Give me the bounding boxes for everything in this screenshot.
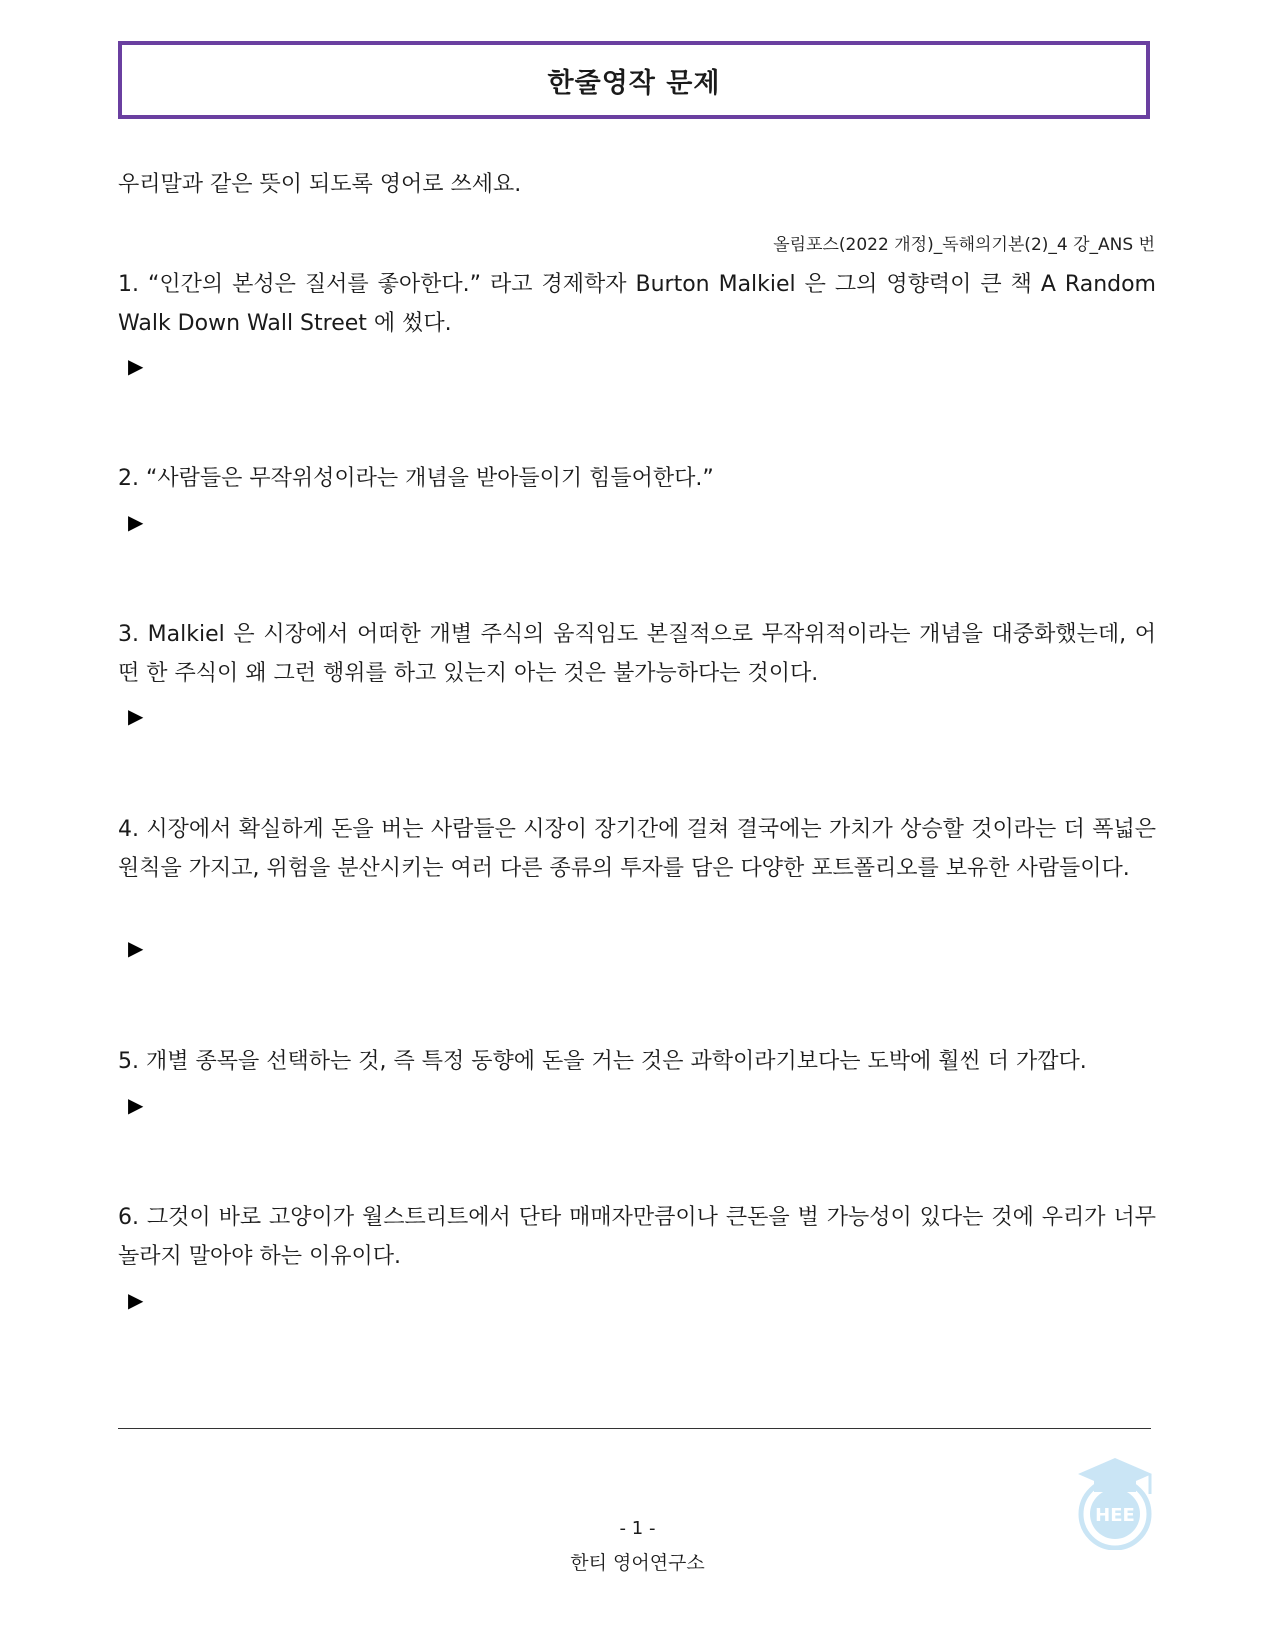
instruction-text: 우리말과 같은 뜻이 되도록 영어로 쓰세요. — [118, 172, 522, 197]
answer-marker-2: ▶ — [128, 510, 144, 534]
page-number: - 1 - — [619, 1518, 656, 1539]
footer-organization: 한티 영어연구소 — [570, 1552, 705, 1574]
answer-marker-5: ▶ — [128, 1093, 144, 1117]
question-3: 3. Malkiel 은 시장에서 어떠한 개별 주식의 움직임도 본질적으로 무작위적이라는 개념을 대중화했는데, 어떤 한 주식이 왜 그런 행위를 하고 있는지 아는 것은 불가능하다는 것이다. — [118, 622, 1156, 686]
question-5: 5. 개별 종목을 선택하는 것, 즉 특정 동향에 돈을 거는 것은 과학이라기보다는 도박에 훨씬 더 가깝다. — [118, 1049, 1087, 1074]
answer-marker-4: ▶ — [128, 936, 144, 960]
page-title: 한줄영작 문제 — [547, 67, 721, 99]
title-box — [118, 41, 1150, 119]
footer-divider — [118, 1428, 1151, 1429]
answer-marker-3: ▶ — [128, 704, 144, 728]
answer-marker-6: ▶ — [128, 1288, 144, 1312]
source-label: 올림포스(2022 개정)_독해의기본(2)_4 강_ANS 번 — [773, 235, 1155, 255]
question-6: 6. 그것이 바로 고양이가 월스트리트에서 단타 매매자만큼이나 큰돈을 벌 가능성이 있다는 것에 우리가 너무 놀라지 말아야 하는 이유이다. — [118, 1205, 1156, 1269]
svg-text:HEE: HEE — [1095, 1505, 1135, 1526]
answer-marker-1: ▶ — [128, 354, 144, 378]
question-1: 1. “인간의 본성은 질서를 좋아한다.” 라고 경제학자 Burton Malkiel 은 그의 영향력이 큰 책 A Random Walk Down Wall Street 에 썼다. — [118, 272, 1156, 336]
question-4: 4. 시장에서 확실하게 돈을 버는 사람들은 시장이 장기간에 걸쳐 결국에는 가치가 상승할 것이라는 더 폭넓은 원칙을 가지고, 위험을 분산시키는 여러 다른 종류의 투자를 담은 다양한 포트폴리오를 보유한 사람들이다. — [118, 817, 1156, 881]
question-2: 2. “사람들은 무작위성이라는 개념을 받아들이기 힘들어한다.” — [118, 466, 714, 491]
